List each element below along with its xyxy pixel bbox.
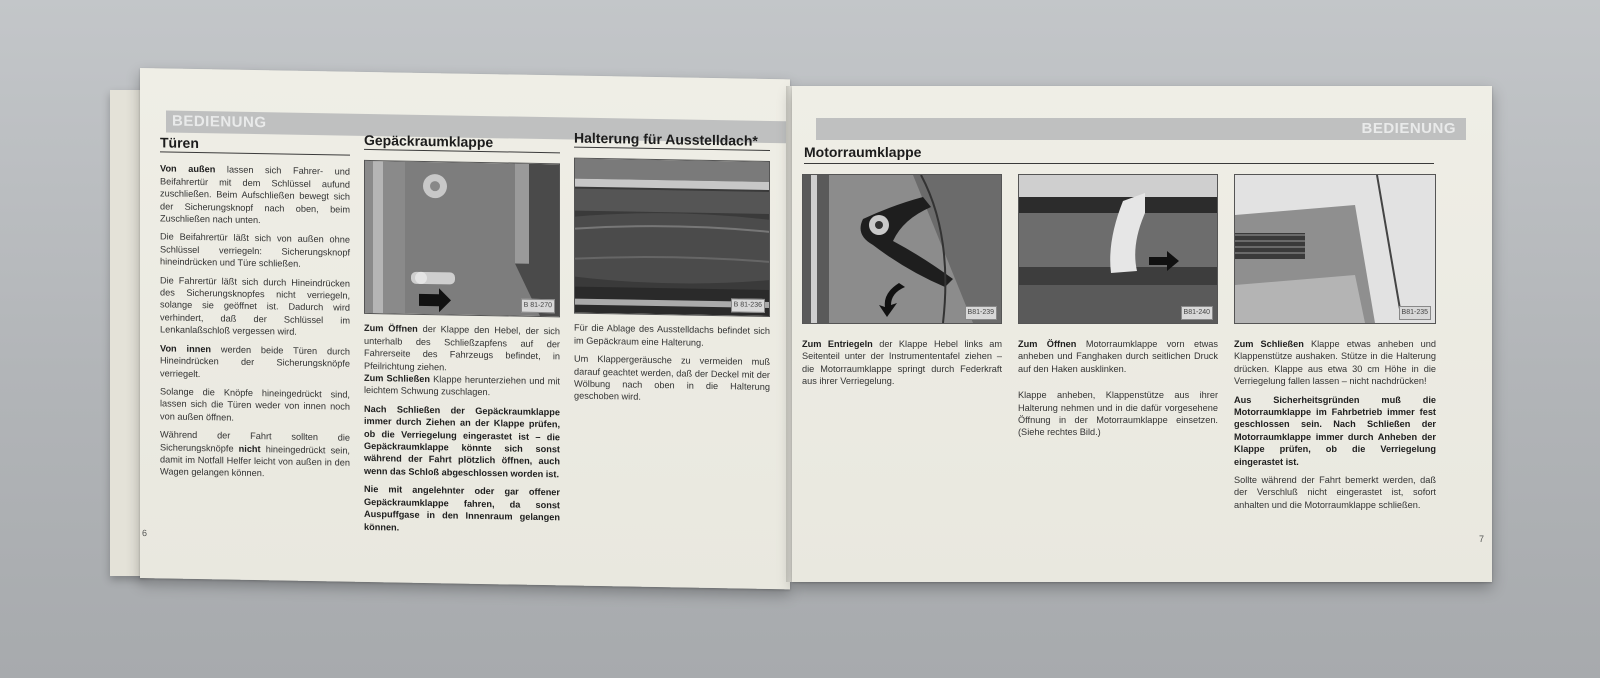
doors-paragraph: Solange die Knöpfe hineingedrückt sind, lassen sich die Türen weder von innen noch von außen öffnen. bbox=[160, 386, 350, 423]
image-code: B81-239 bbox=[965, 306, 997, 320]
hood-prop-photo bbox=[1234, 174, 1436, 324]
trunk-lever-photo bbox=[364, 160, 560, 317]
hood-open-paragraph: Zum Öffnen Motorraumklappe vorn etwas anheben und Fanghaken durch seitlichen Druck auf den Haken ausklinken. bbox=[1018, 339, 1218, 374]
hood-release-paragraph: Zum Entriegeln der Klappe Hebel links am Seitenteil unter der Instrumententafel ziehen – die Motorraumklappe springt durch Federkraft aus ihrer Verriegelung. bbox=[802, 339, 1002, 387]
optional-equipment-star: * bbox=[752, 132, 758, 149]
image-code: B81-240 bbox=[1181, 306, 1213, 320]
doors-paragraph: Während der Fahrt sollten die Sicherungsknöpfe nicht hineingedrückt sein, damit im Notfall Helfer leicht von außen in den Wagen gelangen können. bbox=[160, 429, 350, 479]
doors-paragraph: Die Beifahrertür läßt sich von außen ohne Schlüssel verriegeln: Sicherungsknopf hineindrücken und Türe schließen. bbox=[160, 231, 350, 270]
sunroof-holder-photo bbox=[574, 158, 770, 317]
doors-paragraph: Die Fahrertür läßt sich durch Hineindrücken des Sicherungsknopfes nicht verriegeln, solange sie geöffnet ist. Dadurch wird verhindert, daß der Schlüssel im Lenkanlaßschloß vergessen wird. bbox=[160, 275, 350, 338]
right-page bbox=[792, 86, 1492, 582]
doors-paragraph: Von innen werden beide Türen durch Hineindrücken der Sicherungsknöpfe verriegelt. bbox=[160, 343, 350, 379]
trunk-lid-paragraph: Zum Schließen Klappe herunterziehen und mit leichtem Schwung zuschlagen. bbox=[364, 372, 560, 398]
image-code: B 81-270 bbox=[521, 299, 555, 314]
sunroof-holder-paragraph: Für die Ablage des Ausstelldachs befindet sich im Gepäckraum eine Halterung. bbox=[574, 322, 770, 348]
hood-close-warning: Aus Sicherheitsgründen muß die Motorraumklappe im Fahrbetrieb immer fest geschlossen sein. Nach Schließen der Motorraumklappe immer durch Anheben der Klappe prüfen, ob die Verriegelung eingerastet ist. bbox=[1234, 394, 1436, 467]
doors-paragraph: Von außen lassen sich Fahrer- und Beifahrertür mit dem Schlüssel aufund zuschließen. Beim Aufschließen bewegt sich der Sicherungsknopf nach oben, beim Zuschließen nach unten. bbox=[160, 163, 350, 226]
hood-open-column bbox=[1018, 174, 1218, 445]
section-band-left: BEDIENUNG bbox=[166, 110, 786, 143]
doors-column bbox=[160, 136, 350, 487]
sunroof-holder-paragraph: Um Klappergeräusche zu vermeiden muß darauf geachtet werden, daß der Deckel mit der Wölbung nach oben in die Halterung geschoben wird. bbox=[574, 353, 770, 403]
hood-open-paragraph: Klappe anheben, Klappenstütze aus ihrer Halterung nehmen und in die dafür vorgesehene Öffnung in der Motorraumklappe einsetzen. (Siehe rechtes Bild.) bbox=[1018, 390, 1218, 438]
doors-heading: Türen bbox=[160, 136, 350, 156]
trunk-lid-warning: Nach Schließen der Gepäckraumklappe immer durch Ziehen an der Klappe prüfen, ob die Verriegelung eingerastet ist – die Gepäckraumklappe könnte sich sonst während der Fahrt plötzlich öffnen, auch wenn das Schloß abgeschlossen worden ist. bbox=[364, 403, 560, 480]
image-code: B81-235 bbox=[1399, 306, 1431, 320]
trunk-lid-column bbox=[364, 131, 560, 542]
page-number-right: 7 bbox=[1478, 534, 1484, 544]
hood-release-column bbox=[802, 174, 1002, 394]
hood-heading: Motorraumklappe bbox=[804, 144, 1434, 164]
sunroof-holder-column bbox=[574, 129, 770, 412]
hood-close-paragraph: Sollte während der Fahrt bemerkt werden, daß der Verschluß nicht eingerastet ist, sofort anhalten und die Motorraumklappe schließen. bbox=[1234, 475, 1436, 510]
image-code: B 81-236 bbox=[731, 298, 765, 313]
trunk-lid-paragraph: Zum Öffnen der Klappe den Hebel, der sich unterhalb des Schließzapfens auf der Fahrerseite des Fahrzeugs befindet, in Pfeilrichtung ziehen. bbox=[364, 323, 560, 372]
hood-catch-photo bbox=[1018, 174, 1218, 324]
sunroof-holder-heading: Halterung für Ausstelldach* bbox=[574, 132, 770, 152]
hood-close-column bbox=[1234, 174, 1436, 517]
trunk-lid-heading: Gepäckraumklappe bbox=[364, 134, 560, 154]
hood-release-photo bbox=[802, 174, 1002, 324]
hood-close-paragraph: Zum Schließen Klappe etwas anheben und Klappenstütze aushaken. Stütze in die Halterung drücken. Klappe aus etwa 30 cm Höhe in die Verriegelung fallen lassen – nicht nachdrücken! bbox=[1234, 339, 1436, 387]
trunk-lid-warning: Nie mit angelehnter oder gar offener Gepäckraumklappe fahren, da sonst Auspuffgase in den Innenraum gelangen können. bbox=[364, 484, 560, 533]
section-band-right: BEDIENUNG bbox=[816, 118, 1466, 140]
page-number-left: 6 bbox=[142, 528, 148, 539]
left-page bbox=[140, 68, 790, 589]
